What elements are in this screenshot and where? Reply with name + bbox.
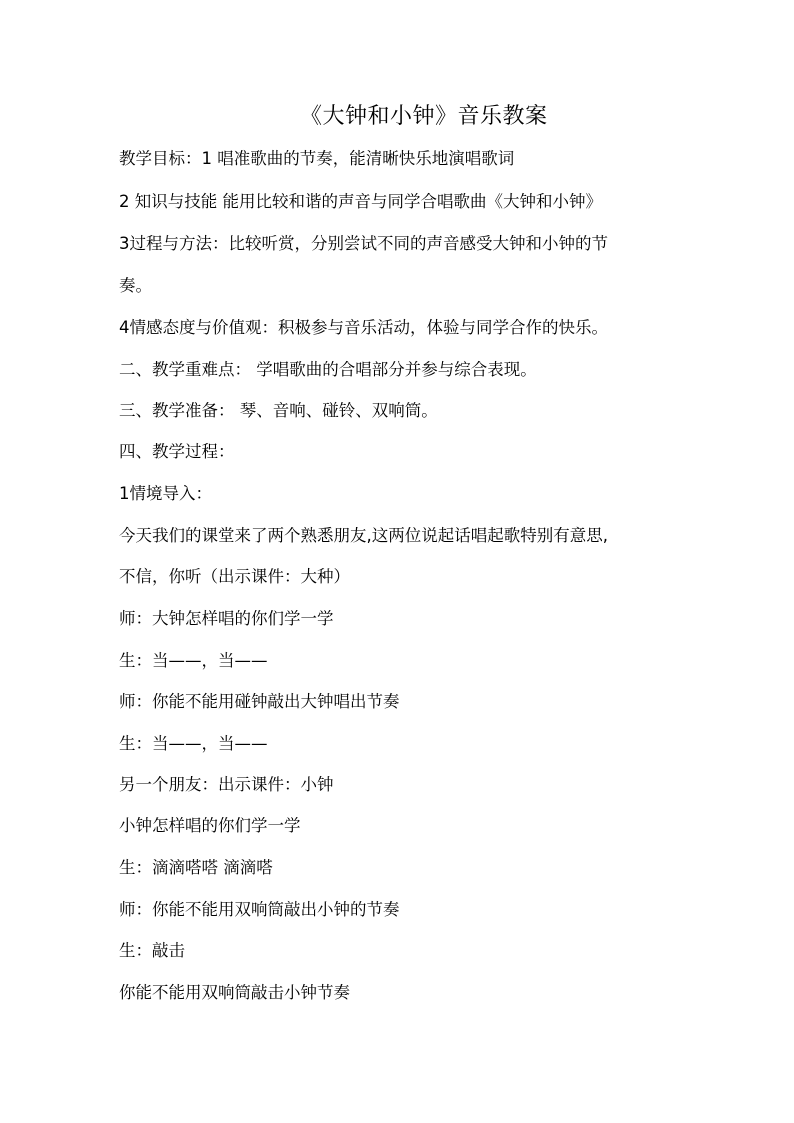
document-title: 《大钟和小钟》音乐教案	[300, 104, 548, 129]
key-difficulty-line: 二、教学重难点： 学唱歌曲的合唱部分并参与综合表现。	[119, 360, 537, 379]
process-method-line: 3过程与方法：比较听赏，分别尝试不同的声音感受大钟和小钟的节	[119, 234, 608, 253]
dialogue-line: 生：当——，当——	[119, 651, 268, 670]
dialogue-line: 你能不能用双响筒敲击小钟节奏	[119, 983, 350, 1002]
dialogue-line: 小钟怎样唱的你们学一学	[119, 816, 301, 835]
dialogue-line: 生：滴滴嗒嗒 滴滴嗒	[119, 858, 273, 877]
intro-paragraph-line-1: 今天我们的课堂来了两个熟悉朋友,这两位说起话唱起歌特别有意思,	[119, 526, 608, 545]
teaching-process-heading: 四、教学过程：	[119, 442, 235, 461]
teaching-prep-line: 三、教学准备： 琴、音响、碰铃、双响筒。	[119, 401, 438, 420]
scenario-intro-heading: 1情境导入：	[119, 484, 212, 503]
knowledge-skills-line: 2 知识与技能 能用比较和谐的声音与同学合唱歌曲《大钟和小钟》	[119, 192, 602, 211]
dialogue-line: 师：你能不能用双响筒敲出小钟的节奏	[119, 900, 400, 919]
process-method-line-continued: 奏。	[119, 276, 152, 295]
dialogue-line: 师：你能不能用碰钟敲出大钟唱出节奏	[119, 692, 400, 711]
dialogue-line: 生：敲击	[119, 941, 185, 960]
dialogue-line: 生：当——，当——	[119, 734, 268, 753]
objective-line: 教学目标：1 唱准歌曲的节奏，能清晰快乐地演唱歌词	[119, 149, 515, 168]
emotion-attitude-line: 4情感态度与价值观：积极参与音乐活动，体验与同学合作的快乐。	[119, 318, 608, 337]
dialogue-line: 师：大钟怎样唱的你们学一学	[119, 609, 334, 628]
intro-paragraph-line-2: 不信，你听（出示课件：大种）	[119, 567, 350, 586]
dialogue-line: 另一个朋友：出示课件：小钟	[119, 775, 334, 794]
